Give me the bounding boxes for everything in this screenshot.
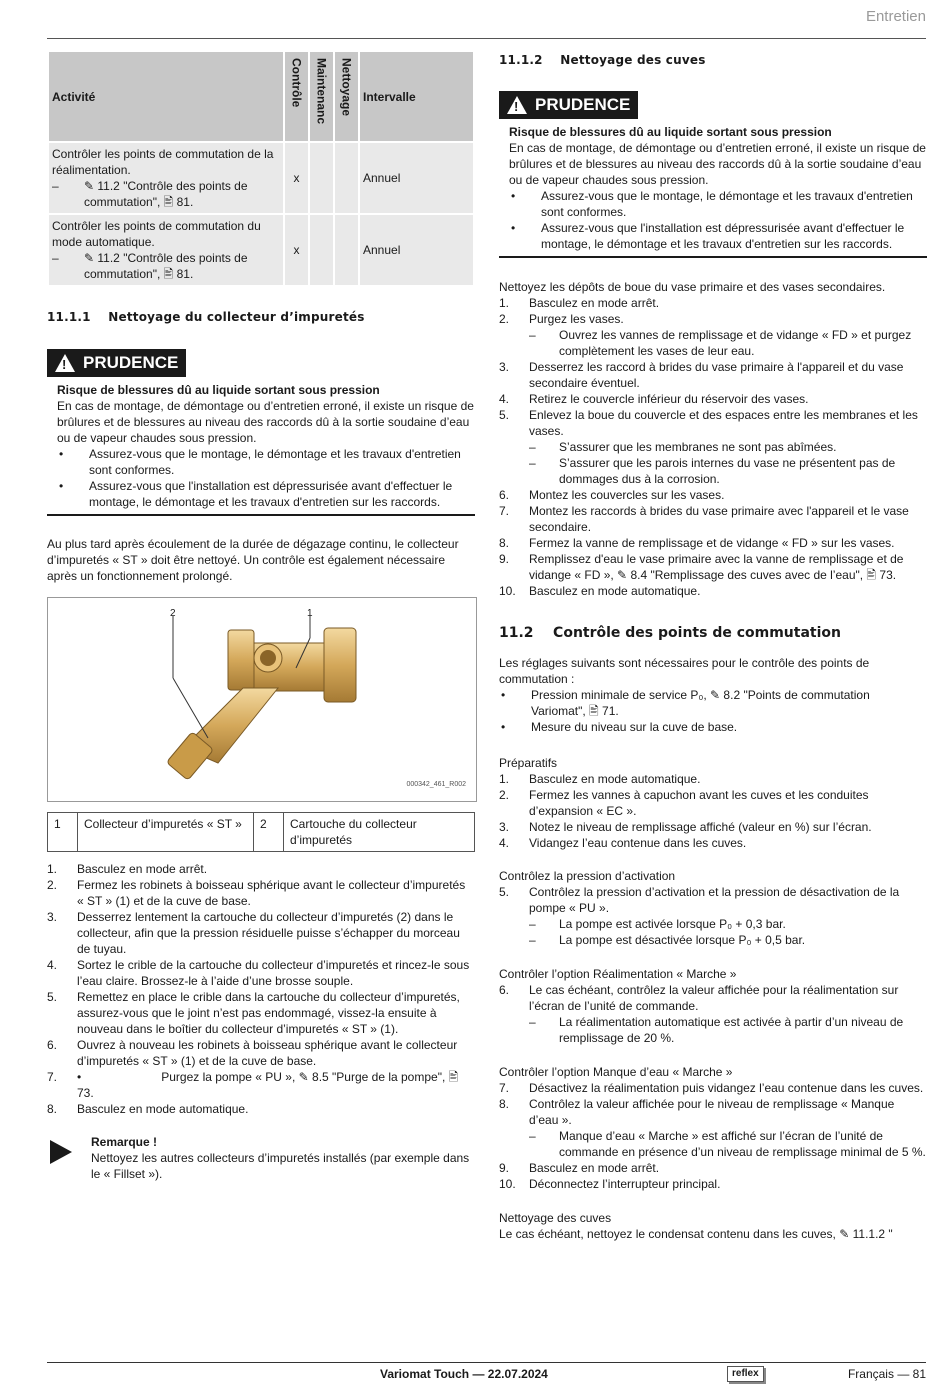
list-item: • Pression minimale de service P₀, ✎ 8.2 "Points de commutation Variomat", 🖹 71. (501, 688, 870, 718)
warning-text: En cas de montage, de démontage ou d’entretien erroné, il existe un risque de brûlures et de blessures au niveau des raccords dû à la sortie soudaine d’eau ou de vapeur chaudes sous pression. (57, 399, 474, 445)
footer-page-number: — 81 (897, 1367, 926, 1381)
list-item: 4. Sortez le crible de la cartouche du collecteur d’impuretés et rincez-le sous l’eau claire. Brossez-le à l’aide d’une brosse souple. (47, 958, 470, 988)
list-item: 2. Purgez les vases. (499, 312, 624, 326)
cell-nettoyage (334, 142, 359, 214)
legend-num: 2 (254, 813, 284, 852)
vessel-cleaning-steps (499, 279, 927, 599)
col-header-activite: Activité (48, 51, 284, 142)
warning-block-left (47, 349, 475, 516)
list-item: 5. Enlevez la boue du couvercle et des espaces entre les membranes et les vases. (499, 408, 918, 438)
footer-language: Français (847, 1367, 894, 1381)
list-item: • Mesure du niveau sur la cuve de base. (501, 720, 738, 734)
list-item: 8. Contrôlez la valeur affichée pour le niveau de remplissage « Manque d’eau ». (499, 1097, 895, 1127)
warning-block-right (499, 91, 927, 258)
list-item: 6. Montez les couvercles sur les vases. (499, 488, 725, 502)
strainer-figure (47, 597, 477, 802)
cell-controle: x (284, 214, 309, 286)
strainer-illustration (48, 598, 476, 801)
list-item: 5. Remettez en place le crible dans la cartouche du collecteur d’impuretés, assurez-vous que le joint n’est pas endommagé, vissez-la ensuite à nouveau dans le boîtier du collecteur d’impuretés « ST » (1). (47, 990, 460, 1036)
warning-badge: ! PRUDENCE (499, 91, 638, 119)
legend-text: Collecteur d’impuretés « ST » (78, 813, 254, 852)
list-item: 2. Fermez les robinets à boisseau sphérique avant le collecteur d’impuretés « ST » (1) et de la cuve de base. (47, 878, 466, 908)
list-item: 9. Remplissez d'eau le vase primaire avec la vanne de remplissage et de vidange « FD », ✎ 8.4 "Remplissage des cuves avec de l’eau", 🖹 73. (499, 552, 904, 582)
subheading-activation: Contrôlez la pression d’activation (499, 869, 676, 883)
warning-title: Risque de blessures dû au liquide sortant sous pression (57, 383, 380, 397)
figure-label-2: 2 (170, 608, 176, 619)
sec2-intro: Les réglages suivants sont nécessaires pour le contrôle des points de commutation : (499, 656, 870, 686)
note-text: Nettoyez les autres collecteurs d’impuretés installés (par exemple dans le « Fillset »). (91, 1151, 470, 1181)
list-item: 4. Retirez le couvercle inférieur du réservoir des vases. (499, 392, 809, 406)
warning-triangle-icon: ! (55, 354, 75, 372)
figure-legend-wrap (47, 812, 475, 852)
cell-nettoyage (334, 214, 359, 286)
cross-reference-link[interactable]: ✎ 11.2 "Contrôle des points de commutation", 🖹 81. (84, 251, 248, 281)
table-row (48, 142, 474, 214)
note-arrow-icon (48, 1138, 74, 1170)
switching-points-block (499, 655, 927, 1242)
warning-bullet: • Assurez-vous que le montage, le démontage et les travaux d'entretien sont conformes. (511, 189, 913, 219)
sub-list-item: – La réalimentation automatique est activée à partir d’un niveau de remplissage de 20 %. (529, 1015, 904, 1045)
note-block (91, 1134, 471, 1182)
figure-code: 000342_461_R002 (406, 781, 466, 788)
list-item: 3. Notez le niveau de remplissage affiché (valeur en %) sur l’écran. (499, 820, 872, 834)
figure-legend (47, 812, 475, 852)
section-heading-11-1-2: 11.1.2 Nettoyage des cuves (499, 53, 706, 67)
list-item: 1. Basculez en mode automatique. (499, 772, 701, 786)
list-item: 6. Ouvrez à nouveau les robinets à boisseau sphérique avant le collecteur d’impuretés « ST » (1) et de la cuve de base. (47, 1038, 458, 1068)
cell-intervalle: Annuel (359, 142, 474, 214)
warning-triangle-icon: ! (507, 96, 527, 114)
maintenance-table (47, 50, 475, 287)
cell-activity: Contrôler les points de commutation du mode automatique. – ✎ 11.2 "Contrôle des points de commutation", 🖹 81. (48, 214, 284, 286)
warning-bullet: • Assurez-vous que l'installation est dépressurisée avant d'effectuer le montage, le démontage et les travaux d'entretien sur les raccords. (511, 221, 905, 251)
list-item: 9. Basculez en mode arrêt. (499, 1161, 660, 1175)
cell-intervalle: Annuel (359, 214, 474, 286)
footer-document: Variomat Touch — 22.07.2024 (380, 1367, 548, 1381)
footer-page (848, 1366, 926, 1382)
list-item: 1. Basculez en mode arrêt. (47, 862, 208, 876)
subheading-realimentation: Contrôler l’option Réalimentation « Marche » (499, 967, 737, 981)
figure-label-1: 1 (307, 608, 313, 619)
note-title: Remarque ! (91, 1135, 158, 1149)
list-item: 3. Desserrez lentement la cartouche du collecteur d’impuretés (2) dans le collecteur, afin que la pression résiduelle puisse s’échapper du morceau de tuyau. (47, 910, 460, 956)
list-item: 7. Montez les raccords à brides du vase primaire avec l'appareil et le vase secondaire. (499, 504, 909, 534)
col-header-intervalle: Intervalle (359, 51, 474, 142)
sub-list-item: – La pompe est activée lorsque P₀ + 0,3 bar. (529, 917, 786, 931)
col-header-maintenance: Maintenanc (309, 51, 334, 142)
maintenance-table-wrap (47, 50, 475, 287)
section-heading-11-2: 11.2 Contrôle des points de commutation (499, 625, 841, 641)
list-item: 10. Déconnectez l’interrupteur principal. (499, 1177, 721, 1191)
section-heading-11-1-1: 11.1.1 Nettoyage du collecteur d’impuretés (47, 310, 365, 324)
list-item: 8. Basculez en mode automatique. (47, 1102, 249, 1116)
list-item: 4. Vidangez l’eau contenue dans les cuves. (499, 836, 747, 850)
cross-reference-link[interactable]: ✎ 11.2 "Contrôle des points de commutation", 🖹 81. (84, 179, 248, 209)
sub-list-item: – S’assurer que les membranes ne sont pas abîmées. (529, 440, 837, 454)
table-header-row (48, 51, 474, 142)
col-header-controle: Contrôle (284, 51, 309, 142)
warning-bullet: • Assurez-vous que le montage, le démontage et les travaux d'entretien sont conformes. (59, 447, 461, 477)
subheading-manque-eau: Contrôler l’option Manque d’eau « Marche » (499, 1065, 733, 1079)
vessel-intro: Nettoyez les dépôts de boue du vase primaire et des vases secondaires. (499, 280, 886, 294)
list-item: 8. Fermez la vanne de remplissage et de vidange « FD » sur les vases. (499, 536, 895, 550)
header-rule (47, 38, 926, 39)
warning-badge: ! PRUDENCE (47, 349, 186, 377)
cell-maintenance (309, 142, 334, 214)
table-row (48, 214, 474, 286)
sub-list-item: – La pompe est désactivée lorsque P₀ + 0,5 bar. (529, 933, 806, 947)
sub-list-item: – Manque d’eau « Marche » est affiché sur l’écran de l’unité de commande en présence d’un niveau de remplissage minimal de 5 %. (529, 1129, 926, 1159)
list-item: 6. Le cas échéant, contrôlez la valeur affichée pour la réalimentation sur l’écran de l’unité de commande. (499, 983, 899, 1013)
cell-maintenance (309, 214, 334, 286)
sub-list-item: – S’assurer que les parois internes du vase ne présentent pas de dommages dus à la corrosion. (529, 456, 896, 486)
list-item: 1. Basculez en mode arrêt. (499, 296, 660, 310)
list-item: 2. Fermez les vannes à capuchon avant les cuves et les conduites d’expansion « EC ». (499, 788, 869, 818)
cell-controle: x (284, 142, 309, 214)
list-item: 7. Désactivez la réalimentation puis vidangez l’eau contenue dans les cuves. (499, 1081, 924, 1095)
footer-rule (47, 1362, 926, 1363)
subheading-nettoyage-cuves: Nettoyage des cuves (499, 1211, 612, 1225)
nettoyage-cuves-text: Le cas échéant, nettoyez le condensat contenu dans les cuves, ✎ 11.1.2 " (499, 1227, 893, 1241)
strainer-steps (47, 861, 475, 1117)
header-section-title: Entretien (865, 8, 926, 25)
intro-paragraph: Au plus tard après écoulement de la durée de dégazage continu, le collecteur d’impuretés « ST » doit être nettoyé. Un contrôle est également nécessaire après un fonctionnement prolongé. (47, 537, 459, 583)
list-item: 3. Desserrez les raccord à brides du vase primaire à l'appareil et du vase secondaire éventuel. (499, 360, 904, 390)
sub-list-item: – Ouvrez les vannes de remplissage et de vidange « FD » et purgez complètement les vases de leur eau. (529, 328, 912, 358)
warning-text: En cas de montage, de démontage ou d’entretien erroné, il existe un risque de brûlures et de blessures au niveau des raccords dû à la sortie soudaine d’eau ou de vapeur chaudes sous pression. (509, 141, 926, 187)
list-item: 7. • Purgez la pompe « PU », ✎ 8.5 "Purge de la pompe", 🖹 73. (47, 1070, 462, 1100)
cell-activity: Contrôler les points de commutation de la réalimentation. – ✎ 11.2 "Contrôle des points de commutation", 🖹 81. (48, 142, 284, 214)
subheading-preparatifs: Préparatifs (499, 756, 558, 770)
col-header-nettoyage: Nettoyage (334, 51, 359, 142)
list-item: 5. Contrôlez la pression d’activation et la pression de désactivation de la pompe « PU ». (499, 885, 900, 915)
legend-text: Cartouche du collecteur d’impuretés (284, 813, 475, 852)
warning-title: Risque de blessures dû au liquide sortant sous pression (509, 125, 832, 139)
legend-num: 1 (48, 813, 78, 852)
legend-row (48, 813, 475, 852)
reflex-logo: reflex (727, 1366, 764, 1382)
list-item: 10. Basculez en mode automatique. (499, 584, 701, 598)
warning-bullet: • Assurez-vous que l'installation est dépressurisée avant d'effectuer le montage, le démontage et les travaux d'entretien sur les raccords. (59, 479, 453, 509)
